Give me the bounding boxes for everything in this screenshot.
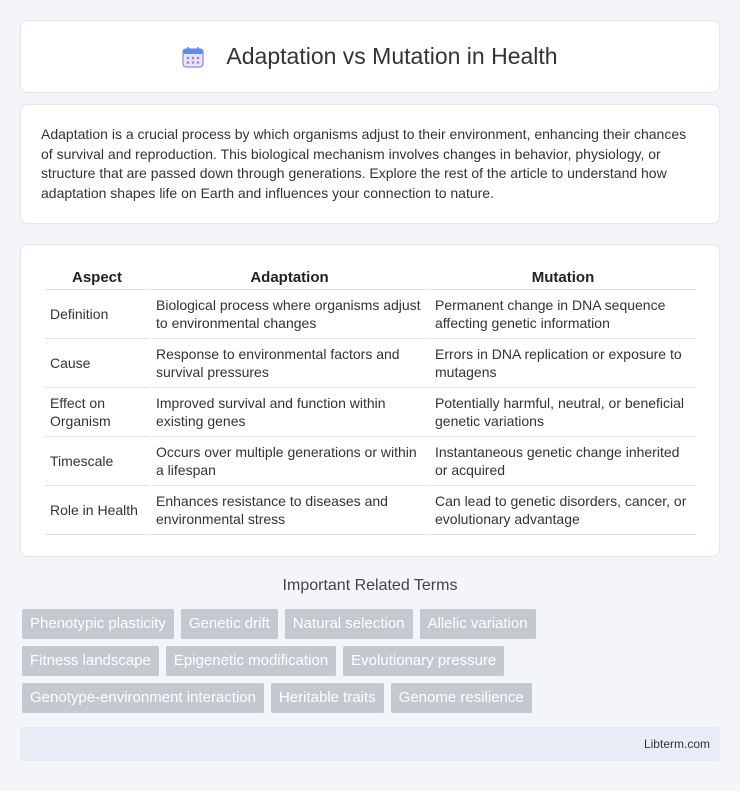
- cell-mutation: Instantaneous genetic change inherited or acquired: [430, 437, 696, 486]
- header-card: [20, 20, 720, 93]
- intro-text: Adaptation is a crucial process by which organisms adjust to their environment, enhancing their chances of survival and reproduction. This biological mechanism involves changes in behavior, physiology, or structure that are passed down through generations. Explore the rest of the article to understand how adaptation shapes life on Earth and influences your connection to nature.: [41, 126, 687, 201]
- table-row: [45, 437, 696, 486]
- cell-mutation: Permanent change in DNA sequence affecting genetic information: [430, 290, 696, 339]
- cell-adaptation: Response to environmental factors and survival pressures: [151, 339, 428, 388]
- tag-genetic-drift[interactable]: Genetic drift: [181, 609, 278, 639]
- cell-adaptation: Improved survival and function within existing genes: [151, 388, 428, 437]
- intro-card: [20, 104, 720, 224]
- cell-mutation: Errors in DNA replication or exposure to mutagens: [430, 339, 696, 388]
- table-row: [45, 290, 696, 339]
- header-adaptation: Adaptation: [151, 265, 428, 290]
- tag-evolutionary-pressure[interactable]: Evolutionary pressure: [343, 646, 504, 676]
- tag-allelic-variation[interactable]: Allelic variation: [420, 609, 536, 639]
- header-mutation: Mutation: [430, 265, 696, 290]
- tag-fitness-landscape[interactable]: Fitness landscape: [22, 646, 159, 676]
- tag-row: [22, 683, 722, 713]
- cell-aspect: Cause: [45, 339, 149, 388]
- table-header-row: [45, 265, 696, 290]
- cell-aspect: Definition: [45, 290, 149, 339]
- calendar-icon: [182, 46, 204, 68]
- cell-mutation: Can lead to genetic disorders, cancer, or evolutionary advantage: [430, 486, 696, 535]
- tag-row: [22, 609, 722, 639]
- comparison-table: [43, 265, 698, 535]
- table-row: [45, 388, 696, 437]
- related-terms-list: [22, 609, 722, 720]
- cell-aspect: Role in Health: [45, 486, 149, 535]
- table-row: [45, 339, 696, 388]
- footer-site-link[interactable]: Libterm.com: [643, 737, 710, 751]
- page-title: Adaptation vs Mutation in Health: [226, 43, 558, 69]
- tag-heritable-traits[interactable]: Heritable traits: [271, 683, 384, 713]
- table-row: [45, 486, 696, 535]
- tag-row: [22, 646, 722, 676]
- cell-mutation: Potentially harmful, neutral, or beneficial genetic variations: [430, 388, 696, 437]
- cell-adaptation: Occurs over multiple generations or within a lifespan: [151, 437, 428, 486]
- cell-aspect: Effect on Organism: [45, 388, 149, 437]
- cell-adaptation: Enhances resistance to diseases and environmental stress: [151, 486, 428, 535]
- tag-natural-selection[interactable]: Natural selection: [285, 609, 413, 639]
- footer: [20, 727, 720, 761]
- cell-aspect: Timescale: [45, 437, 149, 486]
- tag-epigenetic-modification[interactable]: Epigenetic modification: [166, 646, 336, 676]
- tag-genotype-environment-interaction[interactable]: Genotype-environment interaction: [22, 683, 264, 713]
- comparison-table-card: [20, 244, 720, 557]
- tag-phenotypic-plasticity[interactable]: Phenotypic plasticity: [22, 609, 174, 639]
- cell-adaptation: Biological process where organisms adjust to environmental changes: [151, 290, 428, 339]
- header-aspect: Aspect: [45, 265, 149, 290]
- related-terms-title: Important Related Terms: [282, 577, 458, 594]
- tag-genome-resilience[interactable]: Genome resilience: [391, 683, 532, 713]
